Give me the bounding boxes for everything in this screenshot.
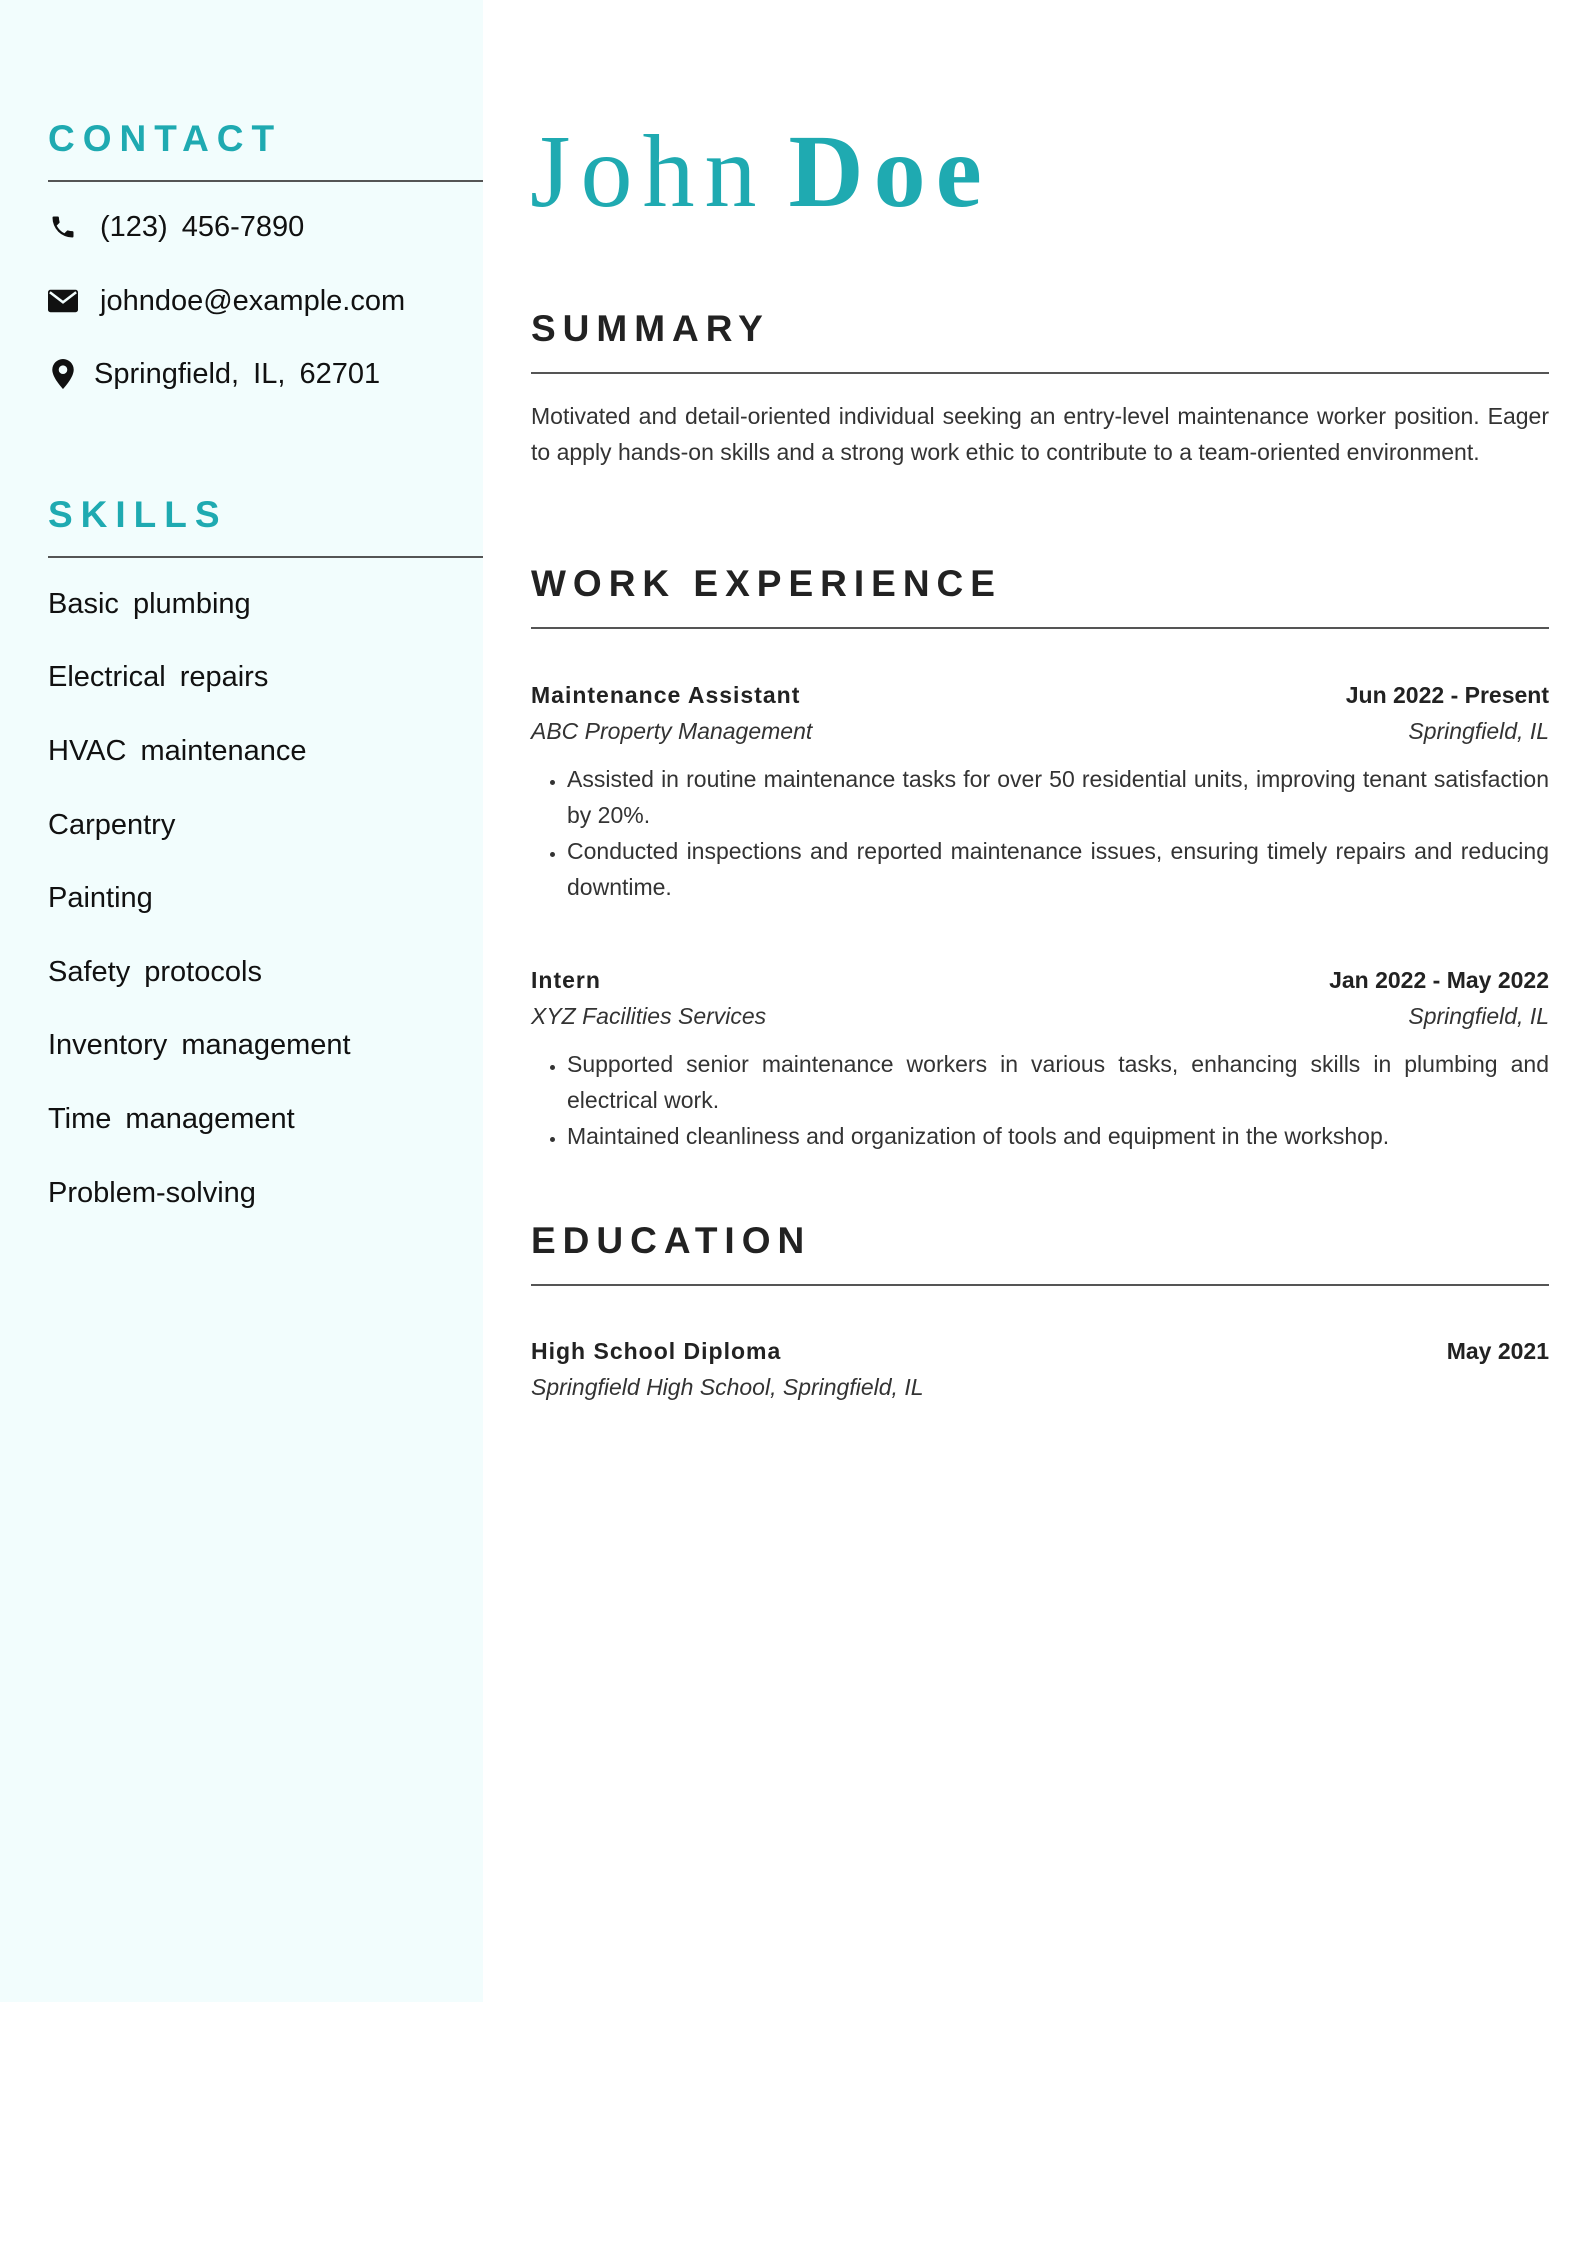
job-bullets <box>531 761 1549 905</box>
map-pin-icon <box>48 359 78 389</box>
candidate-name <box>530 112 992 232</box>
contact-heading: CONTACT <box>48 118 283 159</box>
education-degree: High School Diploma <box>531 1338 782 1364</box>
job-dates: Jun 2022 - Present <box>1345 682 1549 708</box>
skills-divider <box>48 556 483 558</box>
envelope-icon <box>48 286 78 316</box>
job-subheader <box>531 713 1549 749</box>
skill-item: Painting <box>48 882 153 914</box>
summary-text: Motivated and detail-oriented individual seeking an entry-level maintenance worker position. Eager to apply hands-on skills and a strong work ethic to contribute to a team-oriented environment. <box>531 403 1549 465</box>
phone-icon <box>48 212 78 242</box>
summary-divider <box>531 372 1549 374</box>
job-subheader <box>531 998 1549 1034</box>
skill-item: Inventory management <box>48 1029 351 1061</box>
sidebar <box>0 0 483 2002</box>
skill-item: Carpentry <box>48 809 176 841</box>
skill-item: HVAC maintenance <box>48 735 307 767</box>
job-bullet: • Assisted in routine maintenance tasks for over 50 residential units, improving tenant satisfaction by 20%. <box>567 761 1549 833</box>
job-location: Springfield, IL <box>1408 718 1549 744</box>
job-bullets <box>531 1046 1549 1154</box>
job-bullet: • Maintained cleanliness and organization of tools and equipment in the workshop. <box>567 1118 1549 1154</box>
education-school: Springfield High School, Springfield, IL <box>531 1374 924 1400</box>
skill-item: Problem-solving <box>48 1177 256 1209</box>
experience-divider <box>531 627 1549 629</box>
education-header <box>531 1333 1549 1369</box>
skill-item: Basic plumbing <box>48 588 251 620</box>
job-title: Intern <box>531 967 601 993</box>
skill-item: Safety protocols <box>48 956 262 988</box>
education-date: May 2021 <box>1446 1338 1549 1364</box>
last-name: Doe <box>788 114 992 229</box>
job-title: Maintenance Assistant <box>531 682 801 708</box>
job-entry <box>531 962 1549 1154</box>
education-divider <box>531 1284 1549 1286</box>
contact-email[interactable] <box>48 281 405 321</box>
education-subheader <box>531 1369 1549 1405</box>
contact-location <box>48 354 380 394</box>
job-company: XYZ Facilities Services <box>531 1003 767 1029</box>
job-company: ABC Property Management <box>531 718 813 744</box>
skill-item: Time management <box>48 1103 295 1135</box>
location-text: Springfield, IL, 62701 <box>94 357 381 390</box>
first-name: John <box>530 114 767 229</box>
experience-heading: WORK EXPERIENCE <box>531 563 1002 604</box>
contact-phone[interactable] <box>48 207 304 247</box>
email-address: johndoe@example.com <box>100 284 406 317</box>
job-dates: Jan 2022 - May 2022 <box>1329 967 1549 993</box>
job-header <box>531 677 1549 713</box>
summary-heading: SUMMARY <box>531 308 770 349</box>
job-bullet: • Supported senior maintenance workers in various tasks, enhancing skills in plumbing and electrical work. <box>567 1046 1549 1118</box>
skills-heading: SKILLS <box>48 494 228 535</box>
phone-number: (123) 456-7890 <box>100 210 305 243</box>
job-entry <box>531 677 1549 905</box>
job-header <box>531 962 1549 998</box>
skill-item: Electrical repairs <box>48 661 269 693</box>
education-entry <box>531 1333 1549 1405</box>
contact-divider <box>48 180 483 182</box>
job-location: Springfield, IL <box>1408 1003 1549 1029</box>
education-heading: EDUCATION <box>531 1220 812 1261</box>
job-bullet: • Conducted inspections and reported maintenance issues, ensuring timely repairs and reducing downtime. <box>567 833 1549 905</box>
